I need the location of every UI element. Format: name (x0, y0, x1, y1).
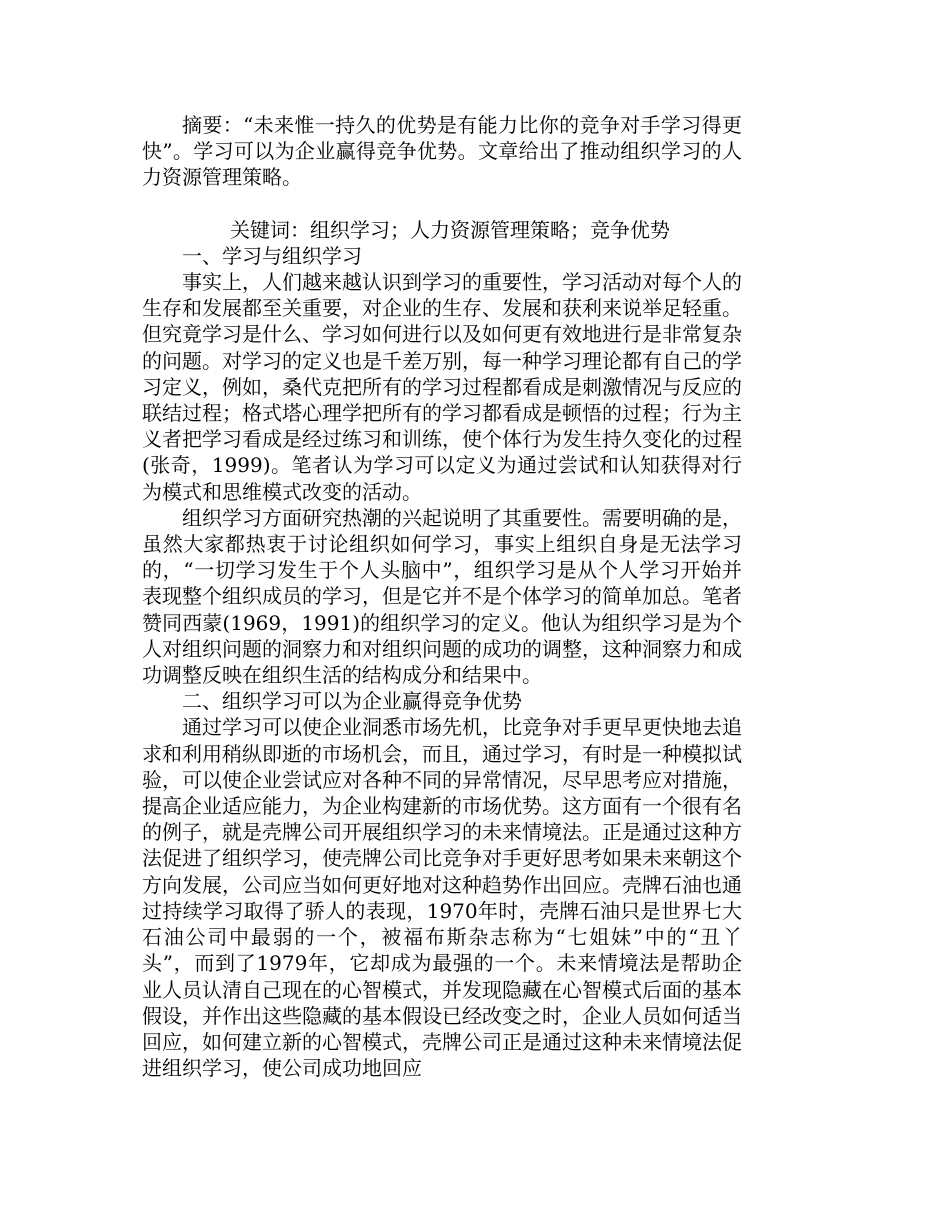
body-paragraph: 事实上，人们越来越认识到学习的重要性，学习活动对每个人的生存和发展都至关重要，对企业的生存、发展和获利来说举足轻重。但究竟学习是什么、学习如何进行以及如何更有效地进行是非常复杂的问题。对学习的定义也是千差万别，每一种学习理论都有自己的学习定义，例如，桑代克把所有的学习过程都看成是刺激情况与反应的联结过程；格式塔心理学把所有的学习都看成是顿悟的过程；行为主义者把学习看成是经过练习和训练，使个体行为发生持久变化的过程(张奇，1999)。笔者认为学习可以定义为通过尝试和认知获得对行为模式和思维模式改变的活动。 (142, 270, 742, 504)
abstract-paragraph: 摘要：“未来惟一持久的优势是有能力比你的竞争对手学习得更快”。学习可以为企业赢得竞争优势。文章给出了推动组织学习的人力资源管理策略。 (142, 113, 742, 190)
keywords-line: 关键词：组织学习；人力资源管理策略；竞争优势 (230, 217, 670, 242)
section-heading-2: 二、组织学习可以为企业赢得竞争优势 (182, 689, 522, 714)
document-body (142, 112, 742, 1081)
body-paragraph: 组织学习方面研究热潮的兴起说明了其重要性。需要明确的是，虽然大家都热衷于讨论组织如何学习，事实上组织自身是无法学习的，“一切学习发生于个人头脑中”，组织学习是从个人学习开始并表现整个组织成员的学习，但是它并不是个体学习的简单加总。笔者赞同西蒙(1969，1991)的组织学习的定义。他认为组织学习是为个人对组织问题的洞察力和对组织问题的成功的调整，这种洞察力和成功调整反映在组织生活的结构成分和结果中。 (142, 505, 742, 688)
section-heading-1: 一、学习与组织学习 (182, 243, 362, 268)
body-paragraph: 通过学习可以使企业洞悉市场先机，比竞争对手更早更快地去追求和利用稍纵即逝的市场机会，而且，通过学习，有时是一种模拟试验，可以使企业尝试应对各种不同的异常情况，尽早思考应对措施，提高企业适应能力，为企业构建新的市场优势。这方面有一个很有名的例子，就是壳牌公司开展组织学习的未来情境法。正是通过这种方法促进了组织学习，使壳牌公司比竞争对手更好思考如果未来朝这个方向发展，公司应当如何更好地对这种趋势作出回应。壳牌石油也通过持续学习取得了骄人的表现，1970年时，壳牌石油只是世界七大石油公司中最弱的一个，被福布斯杂志称为“七姐妹”中的“丑丫头”，而到了1979年，它却成为最强的一个。未来情境法是帮助企业人员认清自己现在的心智模式，并发现隐藏在心智模式后面的基本假设，并作出这些隐藏的基本假设已经改变之时，企业人员如何适当回应，如何建立新的心智模式，壳牌公司正是通过这种未来情境法促进组织学习，使公司成功地回应 (142, 715, 742, 1081)
